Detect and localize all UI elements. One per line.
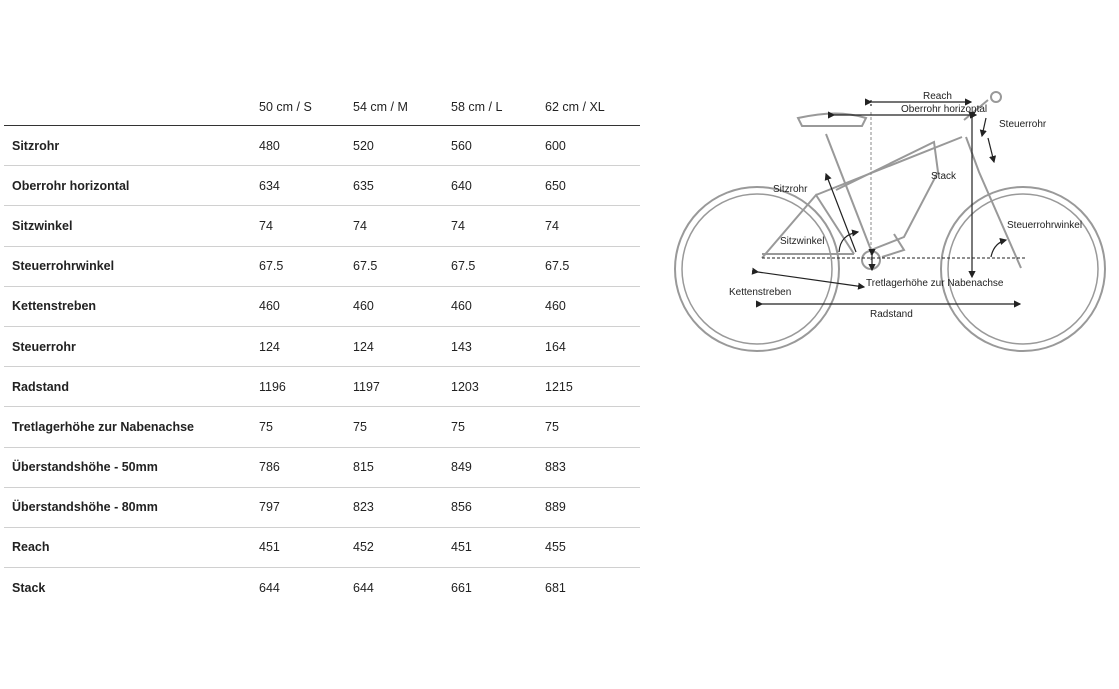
row-value: 856 bbox=[451, 487, 545, 527]
row-label: Sitzrohr bbox=[4, 126, 259, 166]
row-value: 460 bbox=[451, 286, 545, 326]
row-value: 67.5 bbox=[545, 246, 640, 286]
header-corner bbox=[4, 88, 259, 126]
table-row bbox=[4, 367, 640, 407]
row-value: 644 bbox=[353, 580, 374, 595]
label-reach: Reach bbox=[923, 91, 952, 102]
row-value: 681 bbox=[545, 580, 566, 595]
table-row bbox=[4, 246, 640, 286]
header-size-l: 58 cm / L bbox=[451, 88, 545, 126]
row-label: Überstandshöhe - 50mm bbox=[4, 447, 259, 487]
label-radstand: Radstand bbox=[870, 309, 913, 320]
label-oberrohr-horizontal: Oberrohr horizontal bbox=[901, 104, 988, 115]
row-value: 452 bbox=[353, 527, 451, 567]
row-value: 124 bbox=[353, 326, 451, 366]
row-value: 67.5 bbox=[259, 246, 353, 286]
row-value: 650 bbox=[545, 166, 640, 206]
row-value: 75 bbox=[259, 407, 353, 447]
row-value: 164 bbox=[545, 326, 640, 366]
row-label: Kettenstreben bbox=[4, 286, 259, 326]
row-value: 460 bbox=[545, 286, 640, 326]
label-steuerrohr: Steuerrohr bbox=[999, 119, 1047, 130]
row-value: 74 bbox=[353, 206, 451, 246]
table-header-row bbox=[4, 88, 640, 126]
row-value: 635 bbox=[353, 166, 451, 206]
row-value: 883 bbox=[545, 447, 640, 487]
label-steuerrohrwinkel: Steuerrohrwinkel bbox=[1007, 220, 1083, 231]
row-label: Steuerrohr bbox=[4, 326, 259, 366]
measurement-lines bbox=[758, 100, 1026, 304]
row-value: 1196 bbox=[259, 367, 353, 407]
label-sitzrohr: Sitzrohr bbox=[773, 184, 808, 195]
geometry-table bbox=[4, 88, 640, 607]
table-row bbox=[4, 527, 640, 567]
row-value: 75 bbox=[545, 407, 640, 447]
row-value: 455 bbox=[545, 527, 640, 567]
row-value: 75 bbox=[451, 407, 545, 447]
row-value: 124 bbox=[259, 326, 353, 366]
row-value: 460 bbox=[259, 286, 353, 326]
row-value: 560 bbox=[451, 126, 545, 166]
label-tretlagerhoehe: Tretlagerhöhe zur Nabenachse bbox=[866, 278, 1004, 289]
row-value: 889 bbox=[545, 487, 640, 527]
row-value: 797 bbox=[259, 487, 353, 527]
table-row bbox=[4, 447, 640, 487]
row-label: Radstand bbox=[4, 367, 259, 407]
row-value: 640 bbox=[451, 166, 545, 206]
table-row bbox=[4, 487, 640, 527]
row-value: 460 bbox=[353, 286, 451, 326]
label-stack: Stack bbox=[931, 171, 957, 182]
row-value: 823 bbox=[353, 487, 451, 527]
table-row bbox=[4, 206, 640, 246]
row-label: Steuerrohrwinkel bbox=[4, 246, 259, 286]
row-value: 520 bbox=[353, 126, 451, 166]
row-label: Überstandshöhe - 80mm bbox=[4, 487, 259, 527]
table-row bbox=[4, 166, 640, 206]
row-value: 1197 bbox=[353, 367, 451, 407]
row-value: 480 bbox=[259, 126, 353, 166]
row-value: 634 bbox=[259, 166, 353, 206]
row-value: 815 bbox=[353, 447, 451, 487]
row-label: Oberrohr horizontal bbox=[4, 166, 259, 206]
label-kettenstreben: Kettenstreben bbox=[729, 287, 792, 298]
row-value: 600 bbox=[545, 126, 640, 166]
bike-geometry-diagram bbox=[666, 82, 1118, 352]
row-label: Tretlagerhöhe zur Nabenachse bbox=[4, 407, 259, 447]
row-value: 644 bbox=[259, 580, 280, 595]
row-value: 661 bbox=[451, 580, 472, 595]
table-row bbox=[4, 286, 640, 326]
table-row bbox=[4, 407, 640, 447]
row-label: Stack bbox=[12, 580, 46, 595]
header-size-m: 54 cm / M bbox=[353, 88, 451, 126]
row-value: 451 bbox=[451, 527, 545, 567]
row-value: 143 bbox=[451, 326, 545, 366]
label-sitzwinkel: Sitzwinkel bbox=[780, 236, 825, 247]
row-value: 74 bbox=[545, 206, 640, 246]
row-value: 67.5 bbox=[353, 246, 451, 286]
header-size-xl: 62 cm / XL bbox=[545, 88, 640, 126]
row-label: Reach bbox=[4, 527, 259, 567]
row-value: 786 bbox=[259, 447, 353, 487]
table-row bbox=[4, 126, 640, 166]
row-value: 67.5 bbox=[451, 246, 545, 286]
row-value: 75 bbox=[353, 407, 451, 447]
row-value: 74 bbox=[451, 206, 545, 246]
row-value: 74 bbox=[259, 206, 353, 246]
row-value: 1203 bbox=[451, 367, 545, 407]
row-value: 849 bbox=[451, 447, 545, 487]
table-row bbox=[4, 568, 640, 608]
row-value: 451 bbox=[259, 527, 353, 567]
row-label: Sitzwinkel bbox=[4, 206, 259, 246]
header-size-s: 50 cm / S bbox=[259, 88, 353, 126]
table-row bbox=[4, 326, 640, 366]
row-value: 1215 bbox=[545, 367, 640, 407]
